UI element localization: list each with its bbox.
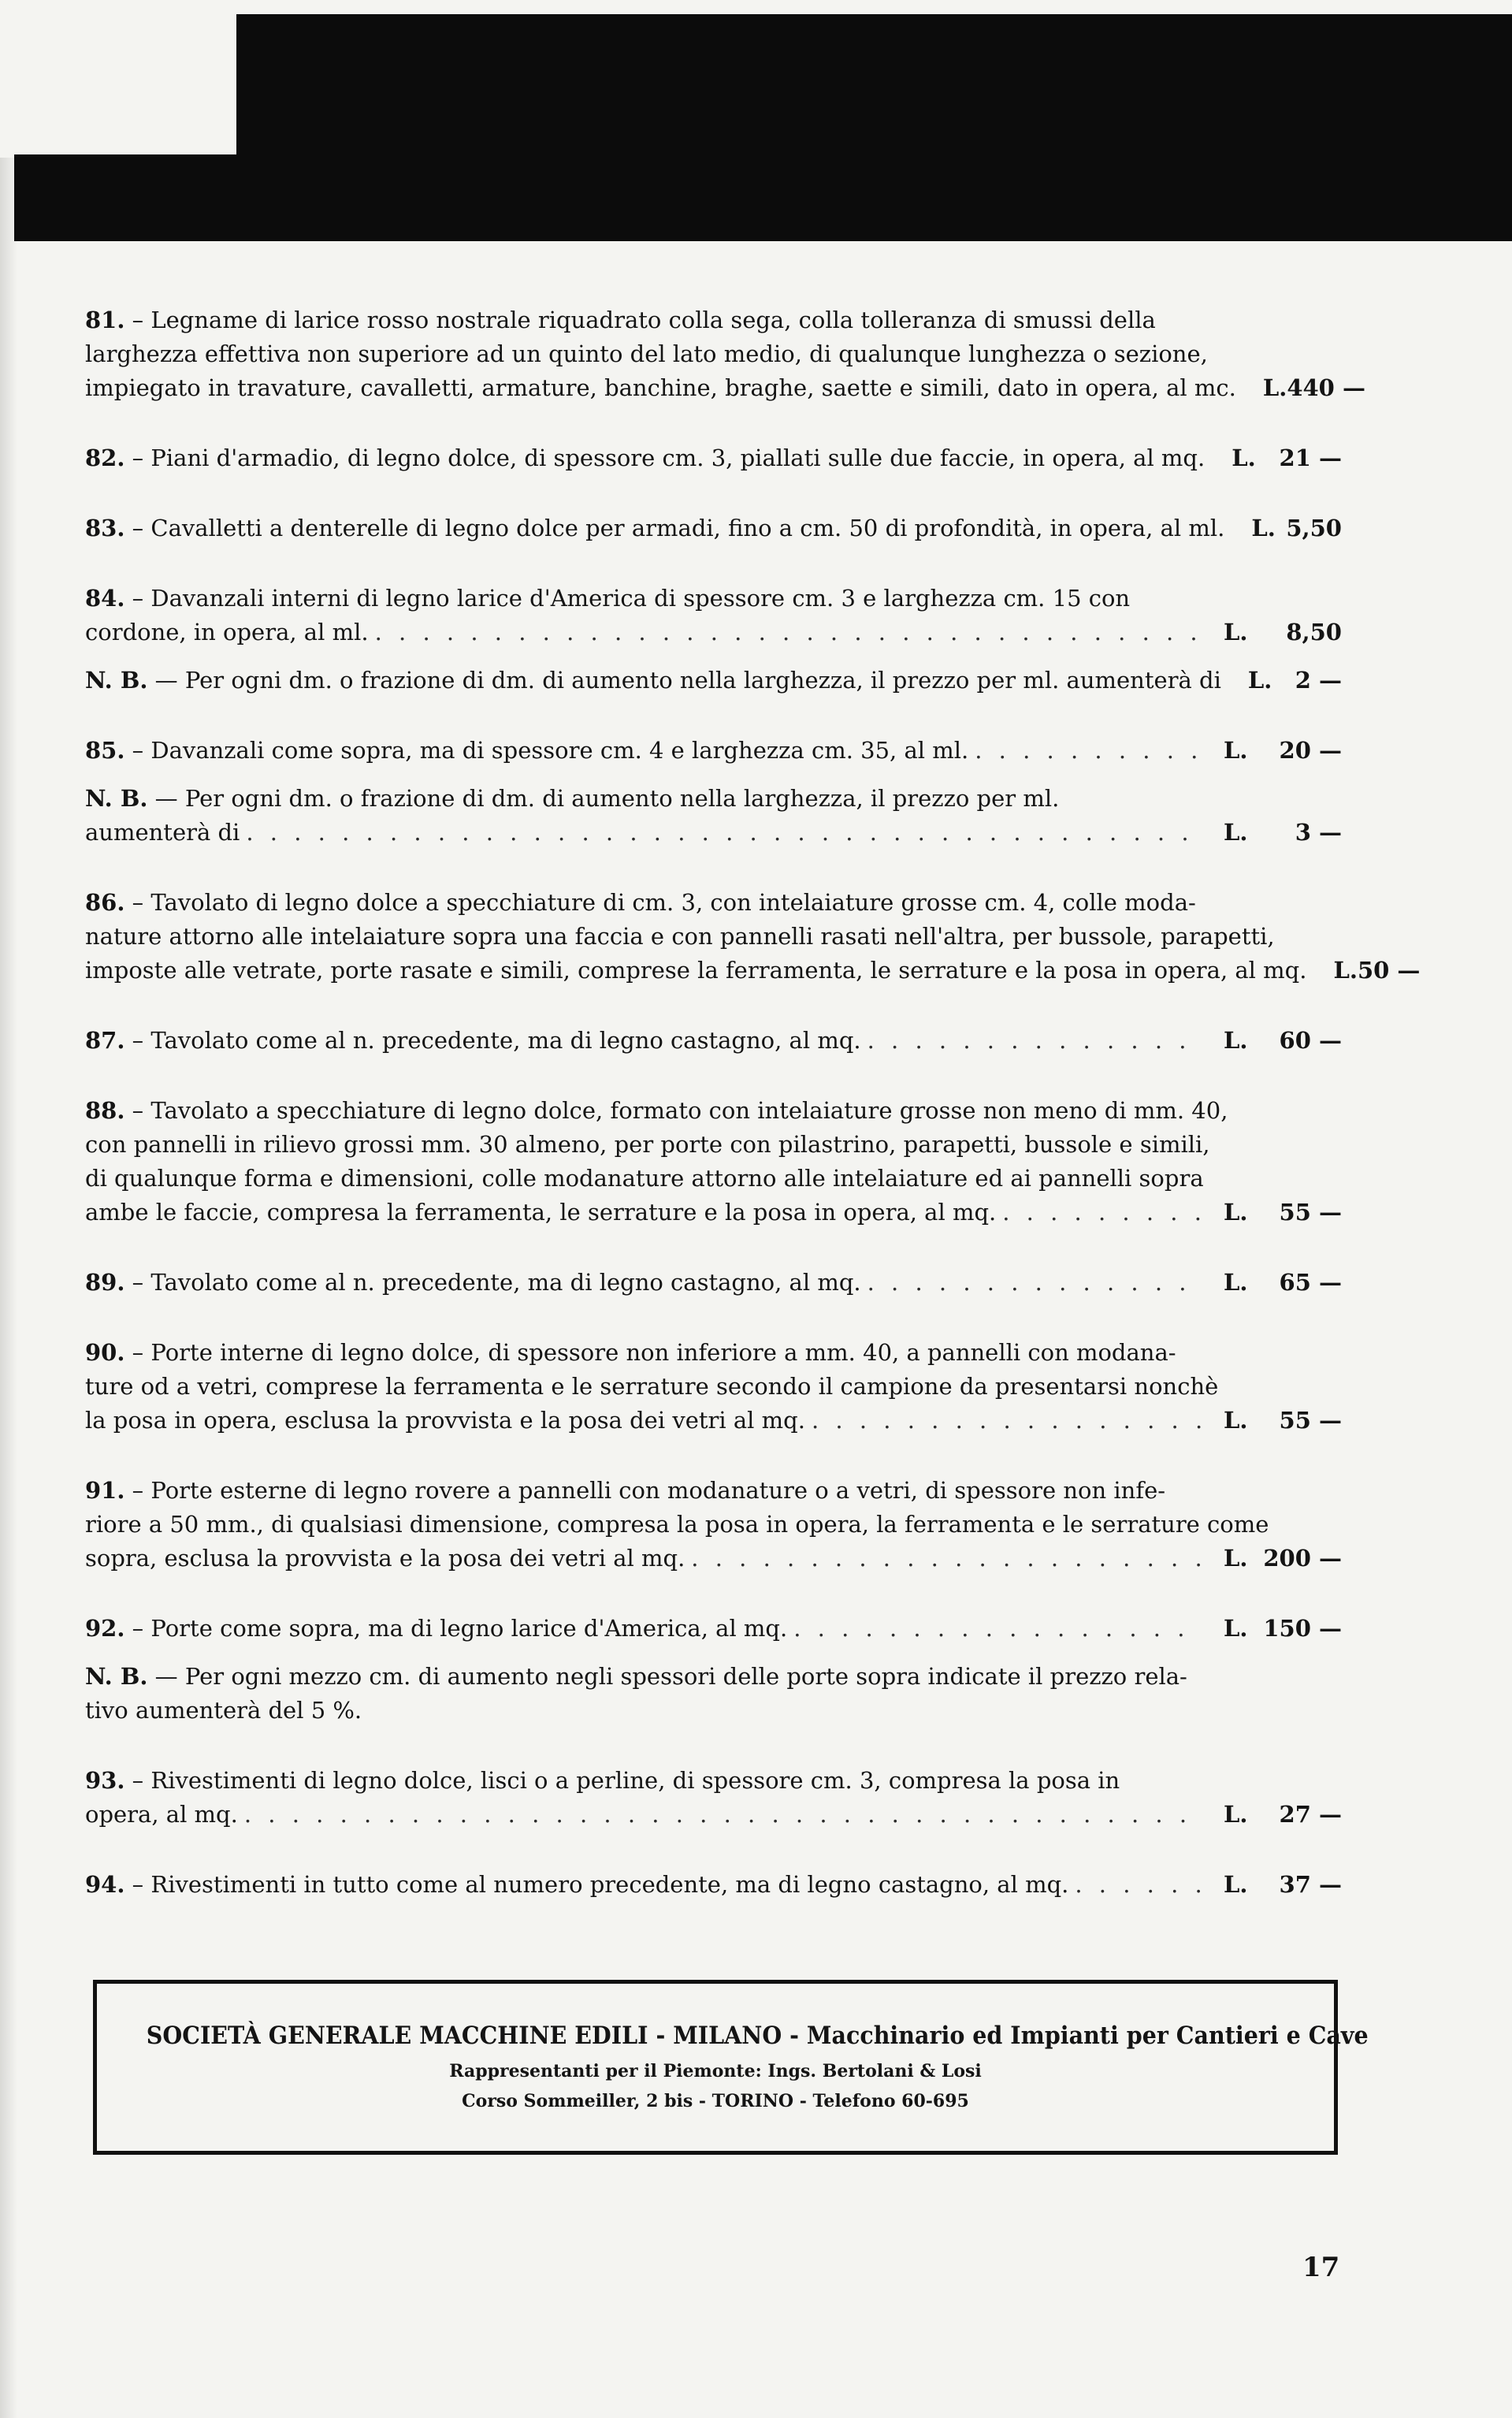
dot-leader — [975, 734, 1203, 768]
price-entry — [85, 1612, 1342, 1646]
price — [1224, 616, 1342, 649]
price-entry — [85, 1660, 1342, 1728]
entry-text-line — [85, 1094, 1342, 1128]
price-entry — [85, 1094, 1342, 1229]
price-currency: L. — [1333, 957, 1358, 984]
entry-last-line — [85, 1404, 805, 1438]
entry-number: 94. — [85, 1871, 125, 1898]
entry-price-line — [85, 1612, 1342, 1646]
price-currency: L. — [1247, 667, 1272, 694]
dot-leader — [244, 1798, 1203, 1832]
entry-text: — Per ogni mezzo cm. di aumento negli spessori delle porte sopra indicate il prezzo rela- — [154, 1663, 1187, 1690]
entry-number: 90. — [85, 1339, 125, 1366]
price — [1224, 1868, 1342, 1902]
price-currency: L. — [1251, 515, 1276, 541]
entry-text: la posa in opera, esclusa la provvista e la posa dei vetri al mq. — [85, 1407, 805, 1434]
price — [1224, 816, 1342, 850]
entry-text-line — [85, 582, 1342, 616]
dot-leader — [691, 1542, 1203, 1575]
price-entry — [85, 1474, 1342, 1575]
entry-text: – Tavolato a specchiature di legno dolce, formato con intelaiature grosse non meno di mm. 40, — [132, 1097, 1228, 1124]
entry-text-line — [85, 1508, 1342, 1542]
price-value: 3 — — [1295, 819, 1342, 846]
entry-text-line — [85, 782, 1342, 816]
entry-text: opera, al mq. — [85, 1801, 238, 1828]
entry-text: – Tavolato come al n. precedente, ma di legno castagno, al mq. — [132, 1027, 861, 1054]
price-value: 5,50 — [1286, 515, 1342, 541]
price-entry — [85, 582, 1342, 649]
dot-leader — [375, 616, 1203, 649]
dot-leader — [1002, 1196, 1203, 1229]
entry-last-line — [85, 954, 1306, 988]
entry-text-line — [85, 1474, 1342, 1508]
entry-number: 81. — [85, 307, 125, 333]
entry-number: N. B. — [85, 1663, 148, 1690]
dot-leader — [793, 1612, 1203, 1646]
price — [1224, 1266, 1342, 1300]
entry-text: – Cavalletti a denterelle di legno dolce per armadi, fino a cm. 50 di profondità, in opera, al ml. — [132, 515, 1225, 541]
entry-last-line — [85, 616, 369, 649]
scan-margin — [0, 0, 236, 158]
ad-address-line: Corso Sommeiller, 2 bis - TORINO - Telefono 60-695 — [462, 2091, 969, 2111]
entry-last-line — [85, 734, 968, 768]
entry-text: tivo aumenterà del 5 %. — [85, 1697, 362, 1724]
entry-number: 89. — [85, 1269, 125, 1296]
price-currency: L. — [1224, 1615, 1248, 1642]
entry-price-line — [85, 954, 1421, 988]
price — [1224, 1404, 1342, 1438]
entry-text: — Per ogni dm. o frazione di dm. di aumento nella larghezza, il prezzo per ml. — [154, 785, 1060, 812]
price-currency: L. — [1224, 1027, 1248, 1054]
price-currency: L. — [1224, 1269, 1248, 1296]
entry-last-line — [85, 816, 240, 850]
entry-text-line — [85, 920, 1342, 954]
ad-company-line: SOCIETÀ GENERALE MACCHINE EDILI - MILANO - Macchinario ed Impianti per Cantieri e Cave — [146, 2022, 1369, 2050]
price-value: 55 — — [1279, 1199, 1342, 1226]
entry-text: – Rivestimenti in tutto come al numero precedente, ma di legno castagno, al mq. — [132, 1871, 1069, 1898]
dot-leader — [867, 1266, 1203, 1300]
entry-number: 91. — [85, 1477, 125, 1504]
entry-number: N. B. — [85, 667, 148, 694]
price-value: 27 — — [1279, 1801, 1342, 1828]
entry-text: – Porte come sopra, ma di legno larice d'America, al mq. — [132, 1615, 788, 1642]
price — [1251, 512, 1342, 545]
dot-leader — [246, 816, 1203, 850]
entry-price-line — [85, 816, 1342, 850]
page-number: 17 — [1302, 2252, 1340, 2283]
entry-number: N. B. — [85, 785, 148, 812]
entry-last-line — [85, 512, 1224, 545]
entry-last-line — [85, 371, 1236, 405]
price — [1224, 1024, 1342, 1058]
entry-price-line — [85, 1868, 1342, 1902]
dot-leader — [812, 1404, 1203, 1438]
price-list — [85, 303, 1421, 1938]
entry-number: 93. — [85, 1767, 125, 1794]
price-value: 440 — — [1287, 374, 1365, 401]
price-value: 50 — — [1357, 957, 1421, 984]
entry-text: larghezza effettiva non superiore ad un quinto del lato medio, di qualunque lunghezza o sezione, — [85, 340, 1208, 367]
entry-price-line — [85, 1542, 1342, 1575]
price — [1248, 664, 1342, 698]
price-currency: L. — [1224, 1801, 1248, 1828]
entry-price-line — [85, 371, 1365, 405]
entry-text: sopra, esclusa la provvista e la posa dei vetri al mq. — [85, 1545, 685, 1572]
entry-last-line — [85, 1612, 787, 1646]
dot-leader — [867, 1024, 1203, 1058]
price-currency: L. — [1224, 1545, 1248, 1572]
price-entry — [85, 1336, 1342, 1438]
price-value: 65 — — [1279, 1269, 1342, 1296]
entry-text: – Davanzali interni di legno larice d'America di spessore cm. 3 e larghezza cm. 15 con — [132, 585, 1131, 612]
entry-number: 87. — [85, 1027, 125, 1054]
entry-text: — Per ogni dm. o frazione di dm. di aumento nella larghezza, il prezzo per ml. aumenterà di — [154, 667, 1221, 694]
price-currency: L. — [1224, 619, 1248, 645]
price-value: 8,50 — [1286, 619, 1342, 645]
dot-leader — [1075, 1868, 1203, 1902]
entry-text: – Porte esterne di legno rovere a pannelli con modanature o a vetri, di spessore non infe- — [132, 1477, 1166, 1504]
entry-text: – Tavolato di legno dolce a specchiature di cm. 3, con intelaiature grosse cm. 4, colle moda- — [132, 889, 1196, 916]
price — [1263, 371, 1365, 405]
entry-text-line — [85, 886, 1342, 920]
entry-text: – Tavolato come al n. precedente, ma di legno castagno, al mq. — [132, 1269, 861, 1296]
price — [1224, 1196, 1342, 1229]
entry-last-line — [85, 1024, 861, 1058]
entry-text-line — [85, 1660, 1342, 1694]
advertisement-box — [93, 1980, 1369, 2155]
price-value: 37 — — [1279, 1871, 1342, 1898]
scan-dark-band — [14, 154, 1512, 241]
price-currency: L. — [1224, 737, 1248, 764]
price — [1224, 1798, 1342, 1832]
entry-price-line — [85, 441, 1342, 475]
price — [1224, 1542, 1342, 1575]
price-entry — [85, 782, 1342, 850]
entry-text: – Davanzali come sopra, ma di spessore cm. 4 e larghezza cm. 35, al ml. — [132, 737, 969, 764]
entry-text-line — [85, 1694, 1342, 1728]
entry-text: – Porte interne di legno dolce, di spessore non inferiore a mm. 40, a pannelli con modana- — [132, 1339, 1176, 1366]
entry-price-line — [85, 1266, 1342, 1300]
entry-number: 83. — [85, 515, 125, 541]
entry-last-line — [85, 1798, 238, 1832]
price-entry — [85, 734, 1342, 768]
entry-last-line — [85, 1266, 861, 1300]
price-value: 21 — — [1279, 445, 1342, 471]
entry-text: di qualunque forma e dimensioni, colle modanature attorno alle intelaiature ed ai pannelli sopra — [85, 1165, 1204, 1192]
entry-text: ture od a vetri, comprese la ferramenta e le serrature secondo il campione da presentarsi nonchè — [85, 1373, 1219, 1400]
entry-text: impiegato in travature, cavalletti, armature, banchine, braghe, saette e simili, dato in opera, al mc. — [85, 374, 1236, 401]
price-value: 200 — — [1263, 1545, 1342, 1572]
entry-text: aumenterà di — [85, 819, 240, 846]
entry-text: cordone, in opera, al ml. — [85, 619, 369, 645]
entry-last-line — [85, 664, 1221, 698]
entry-last-line — [85, 441, 1205, 475]
price-entry — [85, 1024, 1342, 1058]
scan-edge — [0, 0, 17, 2418]
price — [1333, 954, 1420, 988]
entry-number: 85. — [85, 737, 125, 764]
price-entry — [85, 303, 1365, 405]
entry-text: nature attorno alle intelaiature sopra una faccia e con pannelli rasati nell'altra, per bussole, parapetti, — [85, 923, 1275, 950]
price-entry — [85, 664, 1342, 698]
entry-text: ambe le faccie, compresa la ferramenta, le serrature e la posa in opera, al mq. — [85, 1199, 997, 1226]
price-value: 150 — — [1263, 1615, 1342, 1642]
entry-text-line — [85, 1370, 1342, 1404]
price-currency: L. — [1224, 1407, 1248, 1434]
ad-representative-line: Rappresentanti per il Piemonte: Ings. Bertolani & Losi — [449, 2061, 982, 2081]
entry-text: – Rivestimenti di legno dolce, lisci o a perline, di spessore cm. 3, compresa la posa in — [132, 1767, 1120, 1794]
price — [1224, 734, 1342, 768]
entry-text: – Piani d'armadio, di legno dolce, di spessore cm. 3, piallati sulle due faccie, in opera, al mq. — [132, 445, 1206, 471]
entry-text-line — [85, 1162, 1342, 1196]
entry-last-line — [85, 1542, 685, 1575]
price — [1224, 1612, 1342, 1646]
price-entry — [85, 441, 1342, 475]
entry-number: 82. — [85, 445, 125, 471]
entry-price-line — [85, 1798, 1342, 1832]
entry-price-line — [85, 664, 1342, 698]
price-entry — [85, 1266, 1342, 1300]
price-entry — [85, 512, 1342, 545]
entry-text-line — [85, 337, 1342, 371]
price — [1232, 441, 1342, 475]
price-entry — [85, 886, 1421, 988]
entry-number: 92. — [85, 1615, 125, 1642]
price-currency: L. — [1224, 819, 1248, 846]
entry-last-line — [85, 1196, 996, 1229]
price-entry — [85, 1868, 1342, 1902]
price-value: 20 — — [1279, 737, 1342, 764]
entry-text: con pannelli in rilievo grossi mm. 30 almeno, per porte con pilastrino, parapetti, bussole e simili, — [85, 1131, 1210, 1158]
entry-price-line — [85, 734, 1342, 768]
entry-price-line — [85, 1024, 1342, 1058]
price-value: 2 — — [1295, 667, 1342, 694]
entry-last-line — [85, 1868, 1068, 1902]
price-currency: L. — [1224, 1199, 1248, 1226]
price-currency: L. — [1262, 374, 1287, 401]
entry-number: 88. — [85, 1097, 125, 1124]
price-currency: L. — [1232, 445, 1256, 471]
entry-text-line — [85, 1128, 1342, 1162]
entry-text: riore a 50 mm., di qualsiasi dimensione, compresa la posa in opera, la ferramenta e le serrature come — [85, 1511, 1269, 1538]
entry-price-line — [85, 1404, 1342, 1438]
price-currency: L. — [1224, 1871, 1248, 1898]
entry-price-line — [85, 512, 1342, 545]
entry-text-line — [85, 303, 1342, 337]
entry-price-line — [85, 616, 1342, 649]
entry-text: imposte alle vetrate, porte rasate e simili, comprese la ferramenta, le serrature e la posa in opera, al mq. — [85, 957, 1307, 984]
scan-margin-top — [236, 0, 1512, 14]
price-value: 55 — — [1279, 1407, 1342, 1434]
entry-text-line — [85, 1764, 1342, 1798]
entry-price-line — [85, 1196, 1342, 1229]
entry-text-line — [85, 1336, 1342, 1370]
price-entry — [85, 1764, 1342, 1832]
entry-text: – Legname di larice rosso nostrale riquadrato colla sega, colla tolleranza di smussi della — [132, 307, 1156, 333]
entry-number: 84. — [85, 585, 125, 612]
price-value: 60 — — [1279, 1027, 1342, 1054]
entry-number: 86. — [85, 889, 125, 916]
